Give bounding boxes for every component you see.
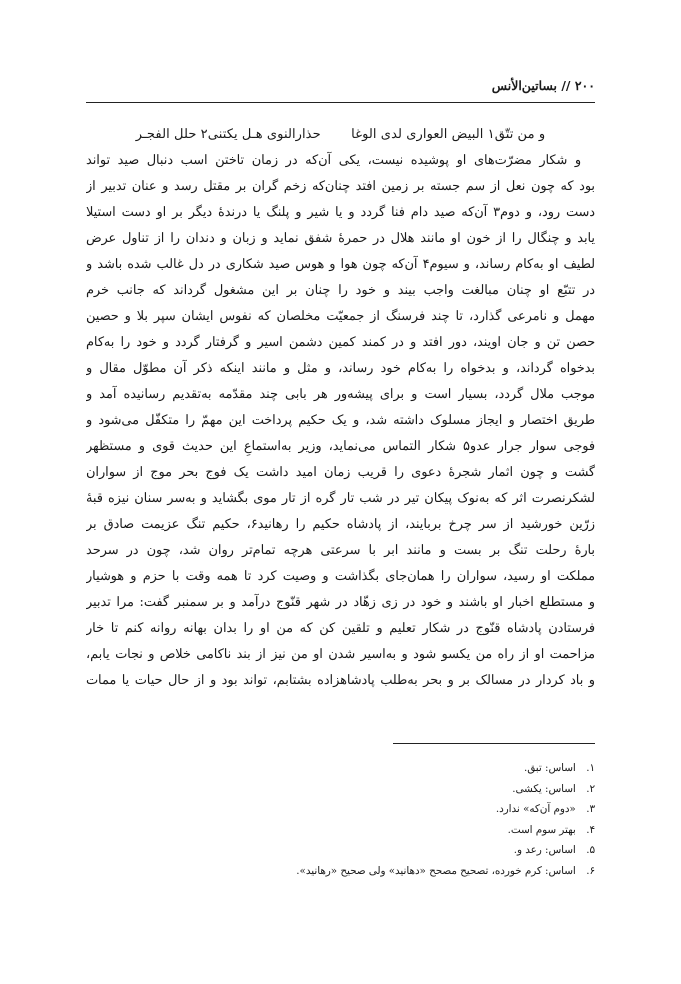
text-line: لطیف او به‌کام رساند، و سیوم۴ آن‌که چون هوا و هوس صید شکاری در دل غالب شده باشد و <box>86 257 595 272</box>
text-line: در تتبّع او چنان مبالغت واجب بیند و خود را چنان بر این مشغول گرداند که جانب خرم <box>86 283 595 298</box>
text-line: گشت و چون اثمار شجرهٔ دعوی را قریب زمان امید داشت یک فوج بحر موج از سواران <box>86 465 595 480</box>
footnote-text: اساس: کرم خورده، تصحیح مصحح «دهانید» ولی صحیح «رهانید». <box>296 864 576 877</box>
footnote-number: ۲. <box>586 782 595 795</box>
text-line: و مستطلع اخبار او باشند و خود در زی زهّاد در شهر قنّوج درآمد و بر سمنبر گفت: مرا تدبیر <box>86 595 595 610</box>
footnote-text: «دوم آن‌که» ندارد. <box>495 803 576 815</box>
footnote-item <box>86 861 595 882</box>
text-line: و باد کردار در مسالک بر و بحر به‌طلب پادشاهزاده بشتابم، تواند بود و از حال حیات یا ممات <box>86 673 595 688</box>
poem-hemistich-1: و من تتّق۱ البیض العواری لدی الوغا <box>351 127 546 142</box>
body-text <box>86 148 595 716</box>
text-line: طریق اختصار و ایجاز مسلوک داشته شد، و یک حکیم پرداخت این مهمّ را متکفّل می‌شود و <box>86 413 595 428</box>
text-line: فوجی سوار جرار عدو۵ شکار التماس می‌نماید، وزیر به‌استماعِ این حدیث قوی و مستظهر <box>86 439 595 454</box>
text-line: مهمل و نامرعی گذارد، تا چند فرسنگ از جمعیّت مخلصان که نفوس ایشان سپر بلا و حصین <box>86 309 595 324</box>
footnote-item <box>86 840 595 861</box>
text-line: حصن تن و جان اویند، دور افتد و در کمند کمین دشمن اسیر و گرفتار گردد و خود را به‌کام <box>86 335 595 350</box>
text-line: یابد و چنگال را از خون او مانند هلال در حمرهٔ شفق نماید و زبان و دندان را از تناول عرض <box>86 231 595 246</box>
text-line: بود که چون نعل از سم جسته بر زمین افتد چنان‌که زخم گران بر مقتل رسد و عنان تدبیر از <box>86 179 595 194</box>
footnote-item <box>86 758 595 779</box>
footnote-text: اساس: یکشی. <box>512 782 576 795</box>
text-line: مزاحمت او از راه من یکسو شود و به‌اسیر شدن او من نیز از بند ناکامی خلاص و نجات یابم، <box>86 647 595 662</box>
footnote-number: ۶. <box>586 864 595 877</box>
footnote-number: ۴. <box>586 823 595 836</box>
footnote-text: اساس: تبق. <box>523 762 576 774</box>
footnote-item <box>86 820 595 841</box>
text-line: مملکت او رسید، سواران را همان‌جای بگذاشت و وصیت کرد تا همه وقت با حزم و هوشیار <box>86 569 595 584</box>
footnote-text: بهتر سوم است. <box>507 823 576 836</box>
running-head: ۲۰۰ // بساتین‌الأنس <box>491 78 595 93</box>
text-line: زرّین خورشید از سر چرخ بربایند، از پادشاه حکیم را رهانید۶، حکیم تنگ عزیمت صادق بر <box>86 517 595 532</box>
footnotes <box>86 758 595 881</box>
text-line: دست رود، و دوم۳ آن‌که صید دام فنا گردد و یا شیر و پلنگ یا درندهٔ دیگر بر او دست استیلا <box>86 205 595 220</box>
footnote-number: ۱. <box>586 762 595 774</box>
footnote-number: ۳. <box>586 803 595 815</box>
footnote-divider <box>393 743 595 744</box>
poem-hemistich-2: حذارالنوی هـل یکتنی۲ حلل الفجـر <box>135 127 321 142</box>
footnote-item <box>86 799 595 820</box>
poem-verse <box>100 122 581 148</box>
footnote-number: ۵. <box>586 844 595 856</box>
footnote-text: اساس: رعد و. <box>513 844 576 856</box>
text-line: و شکار مضرّت‌های او پوشیده نیست، یکی آن‌که در زمان تاختن اسب دنبال صید تواند <box>86 153 581 168</box>
text-line: موجب ملال گردد، بسیار است و برای پیشه‌ور هر بابی چند مقدّمه به‌تقدیم رسانیده آمد و <box>86 387 595 402</box>
text-line: بارهٔ رحلت تنگ بر بست و مانند ابر با سرعتی هرچه تمام‌تر روان شد، چون در سرحد <box>86 543 595 558</box>
text-line: بدخواه گرداند، و بدخواه را به‌کام خود رساند، و مثل و مانند اینکه ذکر آن مطوّل مقال و <box>86 361 595 376</box>
text-line: فرستادن پادشاه قنّوج در شکار تعلیم و تلقین کن که من او را بدان بهانه روانه کنم تا خار <box>86 621 595 636</box>
text-line: لشکرنصرت اثر که به‌نوک پیکان تیر در شب تار گره از تار موی بگشاید و به‌سر سنان نیزه قبهٔ <box>86 491 595 506</box>
page-header <box>86 72 595 103</box>
footnote-item <box>86 779 595 800</box>
